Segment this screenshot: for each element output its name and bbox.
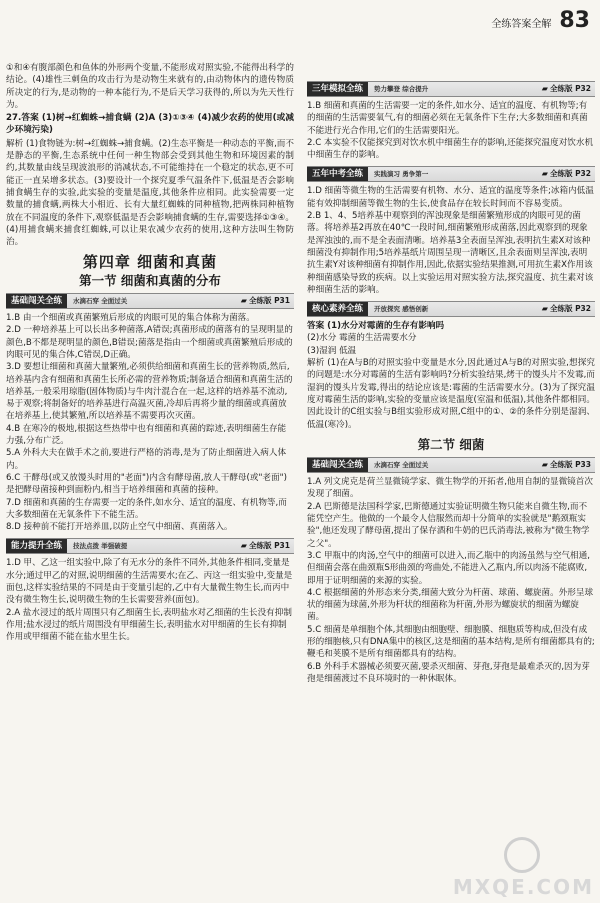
bar-label: 核心素养全练 <box>307 302 368 316</box>
answer-item: 6.B 外科手术器械必须要灭菌,要杀灭细菌、芽孢,芽孢是最难杀灭的,因为芽孢是细菌渡过不良环境时的一种休眠体。 <box>307 661 590 684</box>
bar-page-ref: ▰ 全练版 P32 <box>542 83 591 95</box>
section-title: 第一节 细菌和真菌的分布 <box>79 272 221 288</box>
book-title: 全练答案全解 <box>491 19 552 30</box>
bar-label: 能力提升全练 <box>6 539 67 553</box>
answer-item: 1.B 细菌和真菌的生活需要一定的条件,如水分、适宜的温度、有机物等;有的细菌的生活需要氧气,有的细菌必须在无氧条件下生存;大多数细菌和真菌不能进行光合作用,它们的生活需要阳光。 <box>307 101 588 136</box>
watermark: MXQE.COM <box>452 875 594 899</box>
analysis-27: 解析 (1)食物链为:树→红蜘蛛→捕食螨。(2)生态平衡是一种动态的平衡,而不是静态的平衡,生态系统中任何一种生物部会受到其他生物和环境因素的制约,其数量由线呈现波浪形的消减状态,不可能维持在一个稳定的状态,更不可能正一直呆增多状态。(3)要设计一个探究夏季气温条件下,低温是否会影响捕食螨生存的实验,此实验的变量是温度,其他条件应相同。此实验需要一定数量的捕食螨,两株大小相近、长有大量红蜘蛛的同种植物,把两株同种植物放在不同温度的条件下,观察低温是否会影响捕食螨的生存,需要选择①③④。(4)用捕食螨来捕食红蜘蛛,可以让果农减少农药的使用,这种方法叫生物防治。 <box>6 138 294 248</box>
bar-slogan: 技法点拨 举强破提 <box>73 542 128 551</box>
answer-item: 4.C 根据细菌的外形态来分类,细菌大致分为杆菌、球菌、螺旋菌。外形呈球状的细菌为球菌,外形为杆状的细菌称为杆菌,外形为螺旋状的细菌为螺旋菌。 <box>307 587 594 623</box>
answer-line: (3)湿润 低温 <box>307 345 357 356</box>
answer-item: 2.A 盐水浸过的纸片周围只有乙细菌生长,表明盐水对乙细菌的生长没有抑制作用;盐水浸过的纸片周围没有甲细菌生长,表明盐水对甲细菌的生长有抑制作用或甲细菌不能在盐水里生长。 <box>6 607 292 643</box>
bar-page-ref: ▰ 全练版 P31 <box>241 540 290 552</box>
watermark-ring-icon <box>504 837 540 873</box>
bar-label: 基础闯关全练 <box>307 458 368 472</box>
analysis-paragraph: 解析 (1)在A与B的对照实验中变量是水分,因此通过A与B的对照实验,想探究的问题是:水分对霉菌的生活有影响吗?分析实验结果,烤干的馒头片不发霉,而湿润的馒头片发霉,得出的结论应该是:霉菌的生活需要水分。(3)为了探究温度对霉菌生活的影响,实验的变量应该是温度(室温和低温),其他条件都相同。因此设计的C组实验与B组实验形成对照,C组中的①、②的条件分别是湿润、低温(寒冷)。 <box>307 358 595 430</box>
answer-item: 5.A 外科大夫在做手术之前,要进行严格的消毒,是为了防止细菌进入病人体内。 <box>6 448 287 471</box>
bar-page-ref: ▰ 全练版 P32 <box>542 168 591 180</box>
bar-slogan: 势力攀登 综合提升 <box>374 84 429 93</box>
chapter-title: 第四章 细菌和真菌 <box>82 253 218 272</box>
right-column <box>307 76 595 685</box>
answer-27: 27.答案 (1)树→红蜘蛛→捕食螨 (2)A (3)①③④ (4)减少农药的使用(或减少环境污染) <box>6 113 294 136</box>
book-icon: ▰ <box>240 295 247 305</box>
bar-slogan: 水滴石穿 全面过关 <box>73 296 128 305</box>
book-icon: ▰ <box>541 83 548 93</box>
page-number: 83 <box>559 8 590 33</box>
answer-item: 2.A 巴斯德是法国科学家,巴斯德通过实验证明微生物只能来自微生物,而不能凭空产生。他做的一个最令人信服然而却十分简单的实验就是"鹅颈瓶实验",他还发现了酵母菌,提出了保存酒和牛奶的巴氏消毒法,被称为"微生物学之父"。 <box>307 501 590 549</box>
bar-page-ref: ▰ 全练版 P31 <box>241 295 290 307</box>
intro-paragraph: ①和④有腹部颜色和鱼体的外形两个变量,不能形成对照实验,不能得出科学的结论。(4)雄性三刺鱼的攻击行为是动物生来就有的,由动物体内的遗传物质所决定的行为,是动物的一种本能行为,不是后天学习获得的,所以为先天性行为。 <box>6 63 294 110</box>
section-bar-ability <box>6 538 294 554</box>
book-icon: ▰ <box>541 304 548 313</box>
answer-item: 5.C 细菌是单细胞个体,其细胞由细胞壁、细胞膜、细胞质等构成,但没有成形的细胞核,只有DNA集中的核区,这是细菌的基本结构,是所有细菌都具有的;鞭毛和荚膜不是所有细菌都具有的结构。 <box>307 624 595 660</box>
book-icon: ▰ <box>541 459 548 469</box>
book-icon: ▰ <box>541 169 548 179</box>
section-bar-three-year <box>307 81 595 97</box>
answer-item: 1.A 列文虎克是荷兰显微镜学家、微生物学的开拓者,他用自制的显微镜首次发现了细菌。 <box>307 477 593 500</box>
book-icon: ▰ <box>240 541 247 551</box>
answer-line: 答案 (1)水分对霉菌的生存有影响吗 <box>307 321 445 332</box>
answer-item: 8.D 接种前不能打开培养皿,以防止空气中细菌、真菌落入。 <box>6 522 233 533</box>
section-bar-basic <box>6 293 294 309</box>
answer-item: 3.C 甲瓶中的肉汤,空气中的细菌可以进入,而乙瓶中的肉汤虽然与空气相通,但细菌会落在曲颈瓶S形曲颈的弯曲处,不能进入乙瓶内,所以肉汤不能腐败,即用于证明细菌的来源的实验。 <box>307 550 590 586</box>
bar-label: 基础闯关全练 <box>6 294 67 308</box>
bar-label: 五年中考全练 <box>307 167 368 181</box>
bar-page-ref: ▰ 全练版 P32 <box>542 303 591 315</box>
answer-item: 2.B 1、4、5培养基中观察到的浑浊现象是细菌繁殖形成的肉眼可见的菌落。将培养基2再放在40℃一段时间,细菌繁殖形成菌落,因此观察到的现象是浑浊浊的,而不是全表面清晰。培养基3全表面呈浑浊,表明抗生素X对该种细菌没有抑制作用;5培养基纸片周围呈现一清晰区,且余表面则呈浑浊,表明抗生素Y对该种细菌有抑制作用,因此,依据实验结果推测,可用抗生素X作用该种细菌感染导致的疾病。以上实验运用对照实验方法,探究温度、抗生素对该种细菌生活的影响。 <box>307 211 594 295</box>
answer-item: 2.C 本实验不仅能探究到对饮水机中细菌生存的影响,还能探究温度对饮水机中细菌生存的影响。 <box>307 137 594 161</box>
page-header <box>491 8 590 33</box>
answer-item: 1.B 由一个细菌或真菌繁殖后形成的肉眼可见的集合体称为菌落。 <box>6 313 255 324</box>
left-column <box>6 62 294 643</box>
answer-line: (2)水分 霉菌的生活需要水分 <box>307 333 417 344</box>
answer-item: 7.D 细菌和真菌的生存需要一定的条件,如水分、适宜的温度、有机物等,而大多数细菌在无氧条件下不能生活。 <box>6 497 287 520</box>
answer-item: 1.D 细菌等微生物的生活需要有机物、水分、适宜的温度等条件;冰箱内低温能有效抑制细菌等微生物的生长,使食品存在较长时间而不容易变质。 <box>307 186 594 209</box>
answer-item: 4.B 在寒冷的极地,根据这些热带中也有细菌和真菌的踪迹,表明细菌生存能力强,分布广泛。 <box>6 423 287 447</box>
section-bar-core <box>307 301 595 317</box>
bar-slogan: 开放探究 感悟创新 <box>374 305 429 313</box>
section-bar-basic-2 <box>307 457 595 473</box>
section-title-bacteria: 第二节 细菌 <box>417 436 485 452</box>
answer-item: 3.D 要想让细菌和真菌大量繁殖,必须供给细菌和真菌生长的营养物质,然后,培养基内含有细菌和真菌生长所必需的营养物质;制备适合细菌和真菌生活的培养基,一般采用琼脂(固体物质)与牛肉汁混合在一起,这样的培养基不流动,易于观察;将制备好的培养基进行高温灭菌,冷却后再将少量的细菌或真菌放在培养基上,使其繁殖,所以培养基不需要再次灭菌。 <box>6 362 293 422</box>
bar-page-ref: ▰ 全练版 P33 <box>542 459 591 471</box>
bar-slogan: 实践演习 勇争第一 <box>374 170 429 179</box>
bar-label: 三年模拟全练 <box>307 82 368 96</box>
answer-item: 2.D 一种培养基上可以长出多种菌落,A错误;真菌形成的菌落有的呈现明显的颜色,B不都是现明显的颜色,B错误;菌落是指由一个细菌或真菌繁殖后形成的肉眼可见的集合体,C错误,D正确。 <box>6 325 293 360</box>
bar-slogan: 水滴石穿 全面过关 <box>374 460 429 469</box>
answer-item: 6.C 干酵母(或又放馒头时用的"老面")内含有酵母菌,放人干酵母(或"老面")是把酵母菌接种到面粉内,相当于培养细菌和真菌的接种。 <box>6 472 287 496</box>
section-bar-five-year <box>307 166 595 182</box>
answer-item: 1.D 甲、乙这一组实验中,除了有无水分的条件不同外,其他条件相同,变量是水分;通过甲乙的对照,说明细菌的生活需要水;在乙、丙这一组实验中,变量是面包,这样实验结果的不同是由于变量引起的,乙中有大量微生物生长,而丙中没有微生物生长,说明微生物的生长需要营养(面包)。 <box>6 558 293 606</box>
